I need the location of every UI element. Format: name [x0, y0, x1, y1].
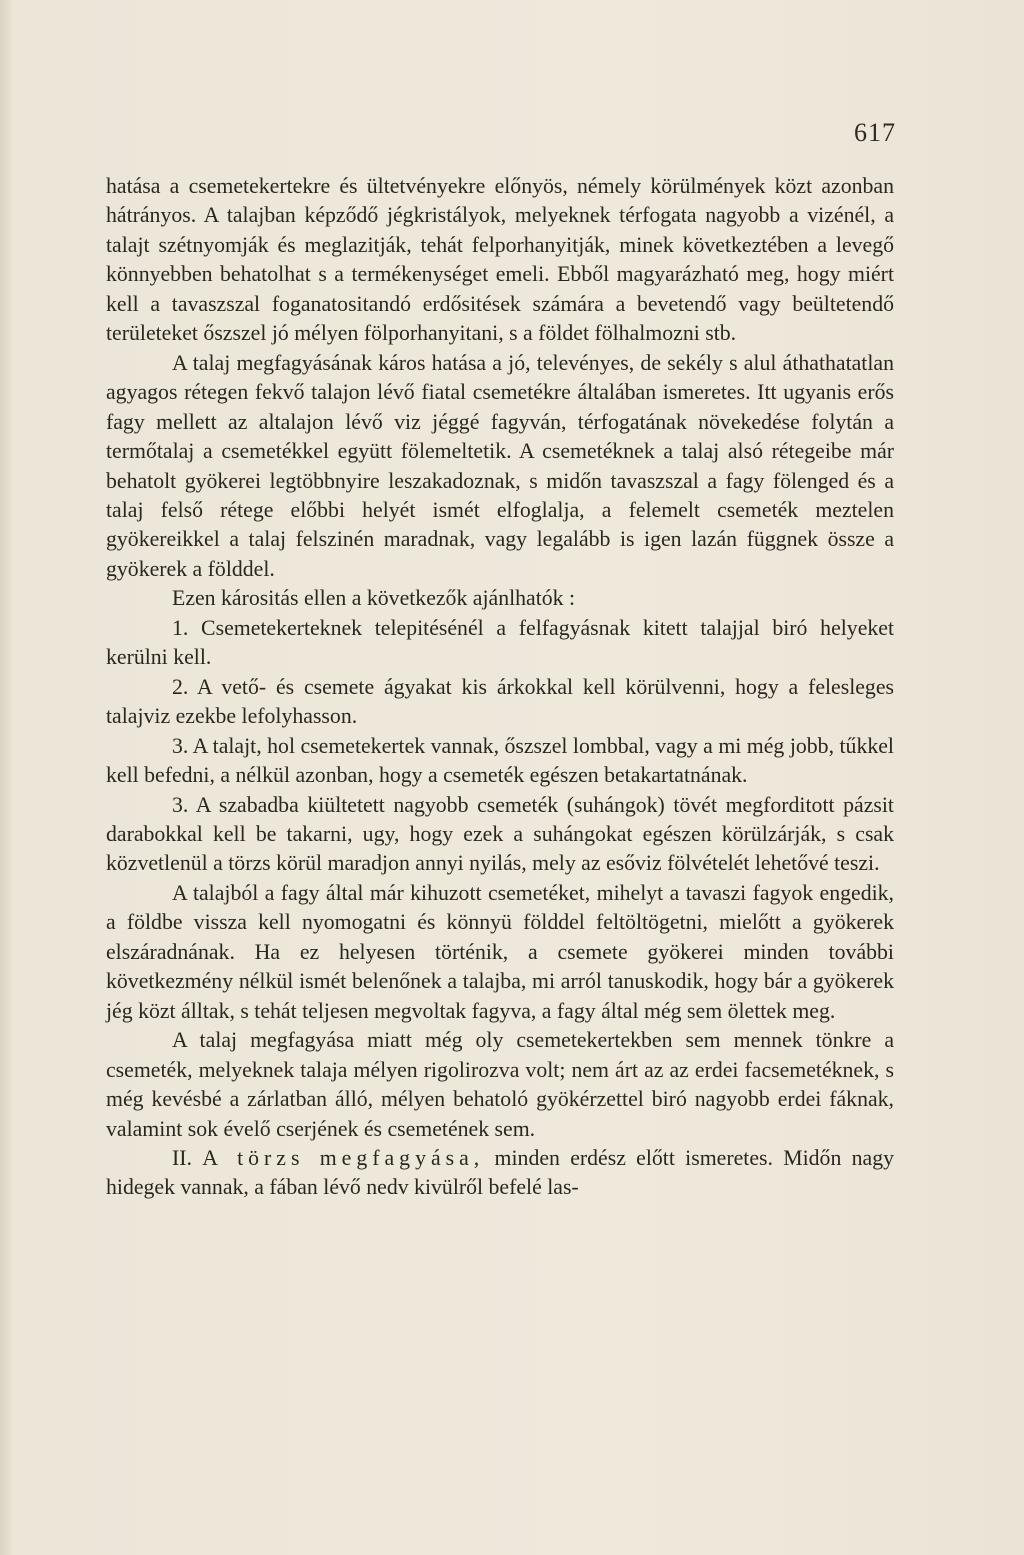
list-item-1: 1. Csemetekerteknek telepitésénél a felfagyásnak kitett talajjal biró helyeket kerülni kell.	[106, 615, 894, 670]
paragraph-5: A talaj megfagyása miatt még oly csemetekertekben sem mennek tönkre a csemeték, melyeknek talaja mélyen rigolirozva volt; nem árt az az erdei facsemetéknek, s még kevésbé a zárlatban álló, mélyen behatoló gyökérzettel biró nagyobb erdei fáknak, valamint sok évelő cserjének és csemetének sem.	[106, 1028, 894, 1141]
paragraph-3: Ezen kárositás ellen a következők ajánlhatók :	[172, 586, 576, 611]
paragraph-1: hatása a csemetekertekre és ültetvényekre előnyös, némely körülmények közt azonban hátrányos. A talajban képződő jégkristályok, melyeknek térfogata nagyobb a vizénél, a talajt szétnyomják és meglazitják, tehát felporhanyitják, minek következtében a levegő könnyebben behatolhat s a termékenységet emeli. Ebből magyarázható meg, hogy miért kell a tavaszszal foganatositandó erdősitések számára a bevetendő vagy beültetendő területeket őszszel jó mélyen fölporhanyitani, s a földet fölhalmozni stb.	[106, 174, 894, 346]
paragraph-4: A talajból a fagy által már kihuzott csemetéket, mihelyt a tavaszi fagyok engedik, a földbe vissza kell nyomogatni és könnyü földdel feltöltögetni, mielőtt a gyökerek elszáradnának. Ha ez helyesen történik, a csemete gyökerei minden további következmény nélkül ismét belenőnek a talajba, mi arról tanuskodik, hogy bár a gyökerek jég közt álltak, s tehát teljesen megvoltak fagyva, a fagy által még sem ölettek meg.	[106, 880, 894, 1023]
section-numeral: II.	[172, 1145, 192, 1170]
body-text	[106, 172, 894, 1203]
list-item-2: 2. A vető- és csemete ágyakat kis árkokkal kell körülvenni, hogy a felesleges talajviz ezekbe lefolyhasson.	[106, 674, 894, 729]
section-heading: A törzs megfagyása,	[202, 1145, 485, 1170]
list-item-4: 3. A szabadba kiültetett nagyobb csemeték (suhángok) tövét megforditott pázsit darabokkal kell be takarni, ugy, hogy ezek a suhángokat egészen körülzárják, s csak közvetlenül a törzs körül maradjon annyi nyilás, mely az esőviz fölvételét lehetővé teszi.	[106, 792, 894, 876]
page-number: 617	[854, 118, 896, 147]
paragraph-2: A talaj megfagyásának káros hatása a jó, televényes, de sekély s alul áthathatatlan agyagos rétegen fekvő talajon lévő fiatal csemetékre általában ismeretes. Itt ugyanis erős fagy mellett az altalajon lévő viz jéggé fagyván, térfogatának növekedése folytán a termőtalaj a csemetékkel együtt fölemeltetik. A csemetéknek a talaj alsó rétegeibe már behatolt gyökerei legtöbbnyire leszakadoznak, s midőn tavaszszal a fagy fölenged és a talaj felső rétege előbbi helyét ismét elfoglalja, a felemelt csemeték meztelen gyökereikkel a talaj felszinén maradnak, vagy legalább is igen lazán függnek össze a gyökerek a földdel.	[106, 350, 894, 581]
list-item-3: 3. A talajt, hol csemetekertek vannak, őszszel lombbal, vagy a mi még jobb, tűkkel kell befedni, a nélkül azonban, hogy a csemeték egészen betakartatnának.	[106, 733, 894, 788]
section-text: minden erdész előtt ismeretes. Midőn nagy hidegek vannak, a fában lévő nedv kivülről befelé las-	[106, 1145, 894, 1200]
paragraph-6	[106, 1144, 894, 1203]
